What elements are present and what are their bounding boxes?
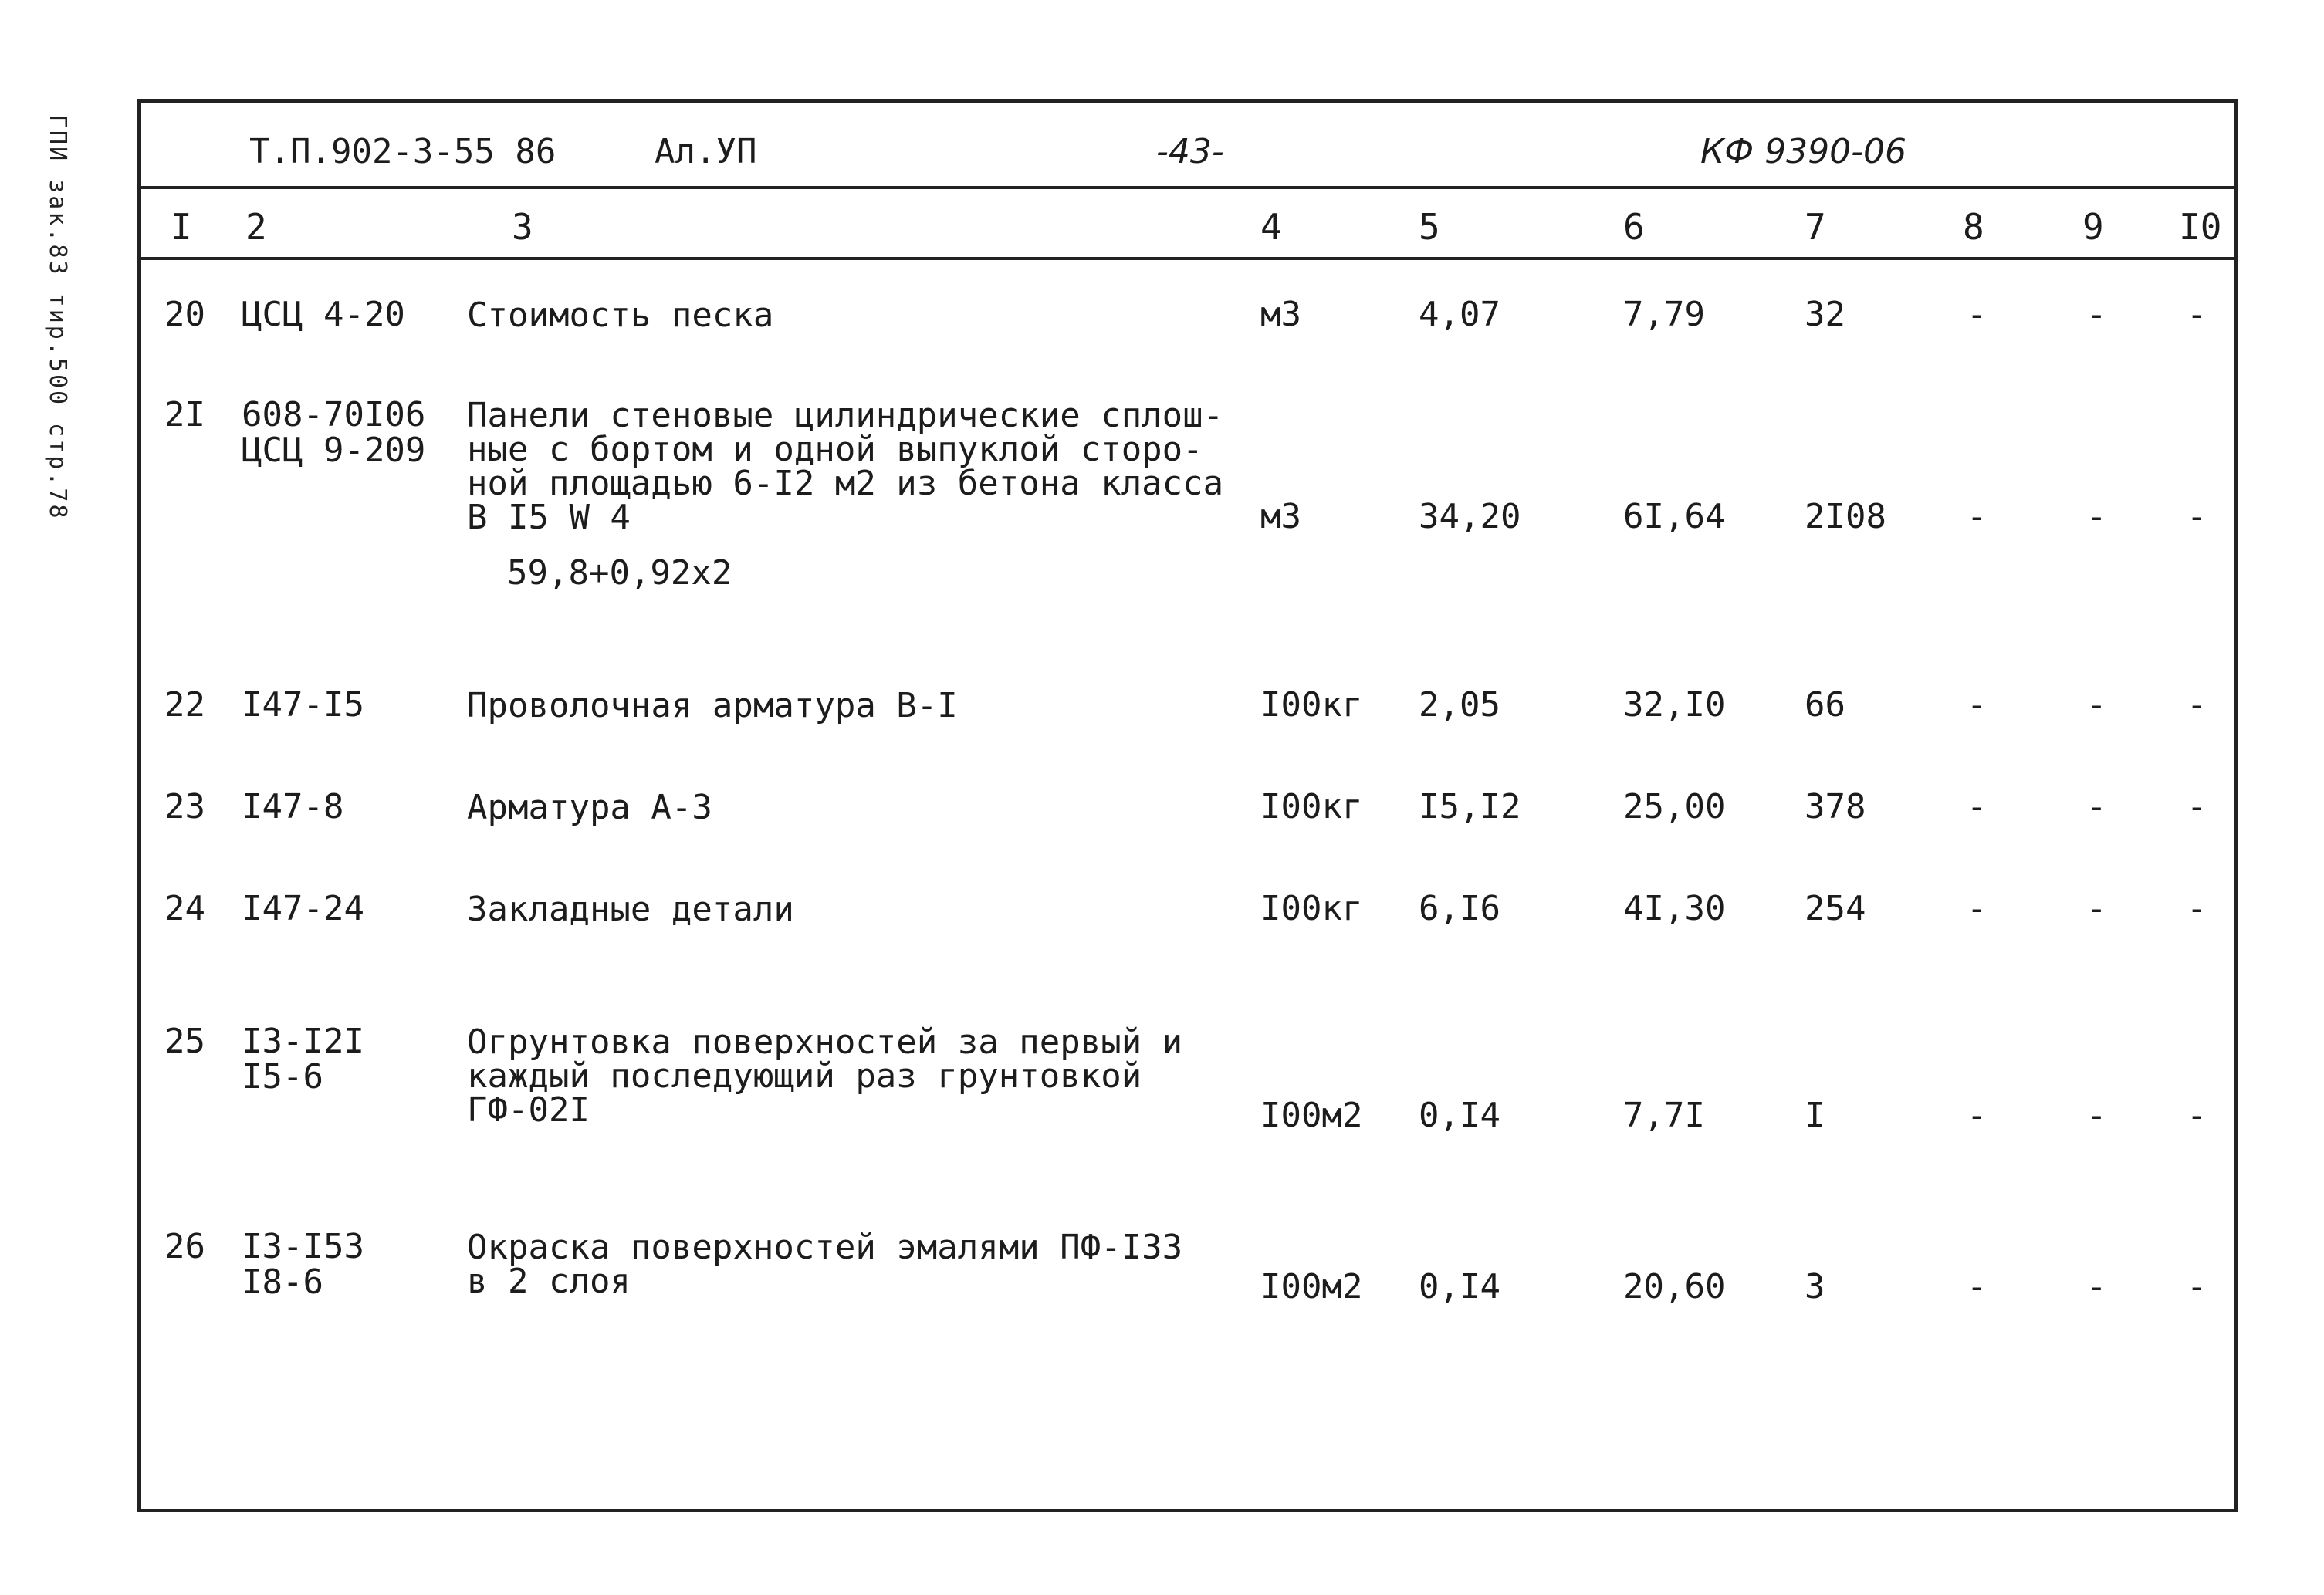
col10-dash: - [2187,889,2207,928]
col9-dash: - [2086,787,2107,826]
total-cost: 2I08 [1805,497,1886,536]
col10-dash: - [2187,685,2207,725]
rate-code: I47-8 [242,787,344,826]
col9-dash: - [2086,889,2107,928]
column-header-2: 2 [245,206,267,248]
row-number: 24 [164,889,205,928]
unit-price: 6I,64 [1623,497,1726,536]
unit: м3 [1260,497,1301,536]
unit-price: 20,60 [1623,1267,1726,1306]
column-header-1: I [171,206,192,248]
col9-dash: - [2086,685,2107,725]
album-number: Ал.УП [655,132,757,171]
work-description: Огрунтовка поверхностей за первый и каждый последующий раз грунтовкой ГФ-02I [467,1022,1183,1130]
col8-dash: - [1967,1267,1987,1306]
unit: I00м2 [1260,1267,1363,1306]
unit-price: 4I,30 [1623,889,1726,928]
quantity: I5,I2 [1419,787,1521,826]
col10-dash: - [2187,787,2207,826]
rate-code: I47-24 [242,889,364,928]
rate-code: I47-I5 [242,685,364,725]
total-cost: 66 [1805,685,1845,725]
unit-price: 7,7I [1623,1096,1705,1135]
col8-dash: - [1967,295,1987,334]
work-description: Арматура А-3 [467,788,712,827]
unit: I00кг [1260,787,1363,826]
rate-code: 608-70I06 ЦСЦ 9-209 [242,395,426,470]
col10-dash: - [2187,1096,2207,1135]
work-description: Закладные детали [467,890,794,929]
side-stamp: ГПИ зак.83 тир.500 стр.78 [44,114,71,521]
unit: I00кг [1260,685,1363,725]
col9-dash: - [2086,1096,2107,1135]
col8-dash: - [1967,685,1987,725]
col10-dash: - [2187,497,2207,536]
col8-dash: - [1967,497,1987,536]
column-header-9: 9 [2082,206,2104,248]
total-cost: 254 [1805,889,1866,928]
quantity: 0,I4 [1419,1096,1500,1135]
col8-dash: - [1967,889,1987,928]
unit: I00м2 [1260,1096,1363,1135]
quantity: 4,07 [1419,295,1500,334]
unit-price: 7,79 [1623,295,1705,334]
rate-code: I3-I2I I5-6 [242,1022,364,1097]
unit: м3 [1260,295,1301,334]
col9-dash: - [2086,1267,2107,1306]
page-number: -43- [1156,132,1224,171]
column-header-5: 5 [1419,206,1440,248]
column-header-7: 7 [1805,206,1826,248]
unit: I00кг [1260,889,1363,928]
quantity: 6,I6 [1419,889,1500,928]
quantity: 34,20 [1419,497,1521,536]
col8-dash: - [1967,1096,1987,1135]
work-description: Стоимость песка [467,296,774,335]
header-divider [141,186,2234,189]
total-cost: 32 [1805,295,1845,334]
row-number: 22 [164,685,205,725]
row-number: 23 [164,787,205,826]
project-number: Т.П.902-3-55 86 [249,132,556,171]
row-number: 25 [164,1022,205,1061]
col9-dash: - [2086,497,2107,536]
column-divider [141,257,2234,260]
col10-dash: - [2187,295,2207,334]
column-header-8: 8 [1963,206,1984,248]
col10-dash: - [2187,1267,2207,1306]
column-header-4: 4 [1260,206,1282,248]
row-number: 2I [164,395,205,434]
total-cost: 3 [1805,1267,1825,1306]
col9-dash: - [2086,295,2107,334]
work-description: Окраска поверхностей эмалями ПФ-I33 в 2 слоя [467,1228,1183,1301]
column-header-6: 6 [1623,206,1645,248]
rate-code: I3-I53 I8-6 [242,1227,364,1302]
quantity: 0,I4 [1419,1267,1500,1306]
total-cost: I [1805,1096,1825,1135]
unit-price: 32,I0 [1623,685,1726,725]
rate-code: ЦСЦ 4-20 [242,295,405,334]
column-header-10: I0 [2179,206,2222,248]
unit-price: 25,00 [1623,787,1726,826]
work-description: Проволочная арматура В-I [467,686,958,725]
row-number: 26 [164,1227,205,1266]
quantity-calculation: 59,8+0,92х2 [507,553,732,593]
total-cost: 378 [1805,787,1866,826]
table-frame [137,99,2238,1512]
row-number: 20 [164,295,205,334]
col8-dash: - [1967,787,1987,826]
document-code: КФ 9390-06 [1700,132,1906,171]
column-header-3: 3 [512,206,533,248]
work-description: Панели стеновые цилиндрические сплош- ные с бортом и одной выпуклой сторо- ной площадью 6-I2 м2 из бетона класса В I5 W 4 [467,396,1224,537]
quantity: 2,05 [1419,685,1500,725]
